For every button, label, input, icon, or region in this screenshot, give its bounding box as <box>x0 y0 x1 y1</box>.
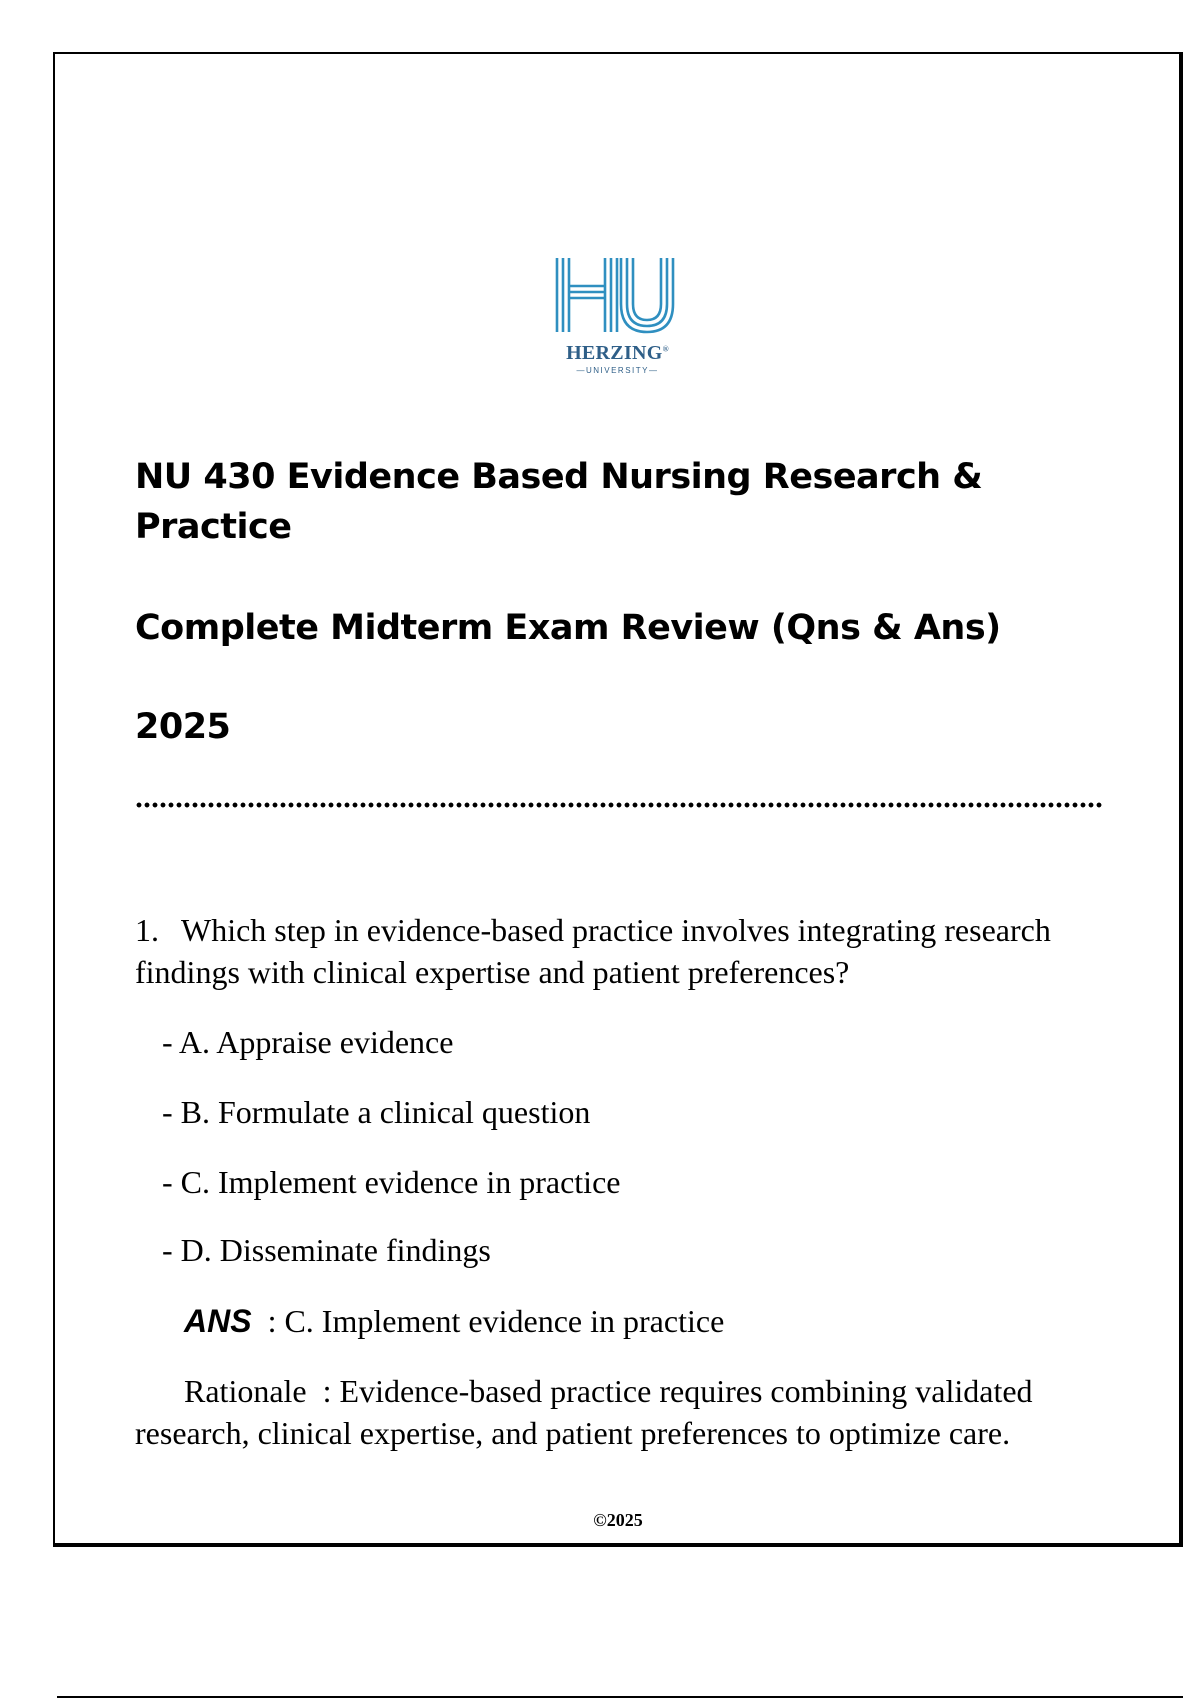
bottom-rule <box>57 1696 1183 1698</box>
answer-line <box>184 1300 724 1342</box>
rationale-text: : Evidence-based practice requires combining validated research, clinical expertise, and patient preferences to optimize care. <box>135 1373 1033 1451</box>
option-b: - B. Formulate a clinical question <box>162 1094 591 1130</box>
option-a: - A. Appraise evidence <box>162 1024 454 1060</box>
logo-subtitle: —UNIVERSITY— <box>576 366 659 375</box>
rationale-label: Rationale <box>184 1373 307 1409</box>
option-d: - D. Disseminate findings <box>162 1232 491 1268</box>
dotted-divider <box>135 801 1103 809</box>
question-number: 1. <box>135 912 159 948</box>
course-title: NU 430 Evidence Based Nursing Research & Practice <box>135 457 983 547</box>
logo-wordmark: HERZING® <box>566 342 669 364</box>
hu-monogram-icon <box>555 258 680 340</box>
document-subtitle: Complete Midterm Exam Review (Qns & Ans) <box>135 608 1001 648</box>
answer-text: : C. Implement evidence in practice <box>267 1303 725 1339</box>
question-text: Which step in evidence-based practice involves integrating research findings with clinical expertise and patient preferences? <box>135 912 1051 990</box>
document-year: 2025 <box>135 707 231 747</box>
herzing-logo <box>555 258 680 378</box>
copyright-notice: ©2025 <box>593 1510 643 1530</box>
question-stem <box>135 909 1095 993</box>
rationale <box>135 1370 1095 1454</box>
option-c: - C. Implement evidence in practice <box>162 1164 621 1200</box>
answer-label: ANS <box>184 1303 252 1339</box>
